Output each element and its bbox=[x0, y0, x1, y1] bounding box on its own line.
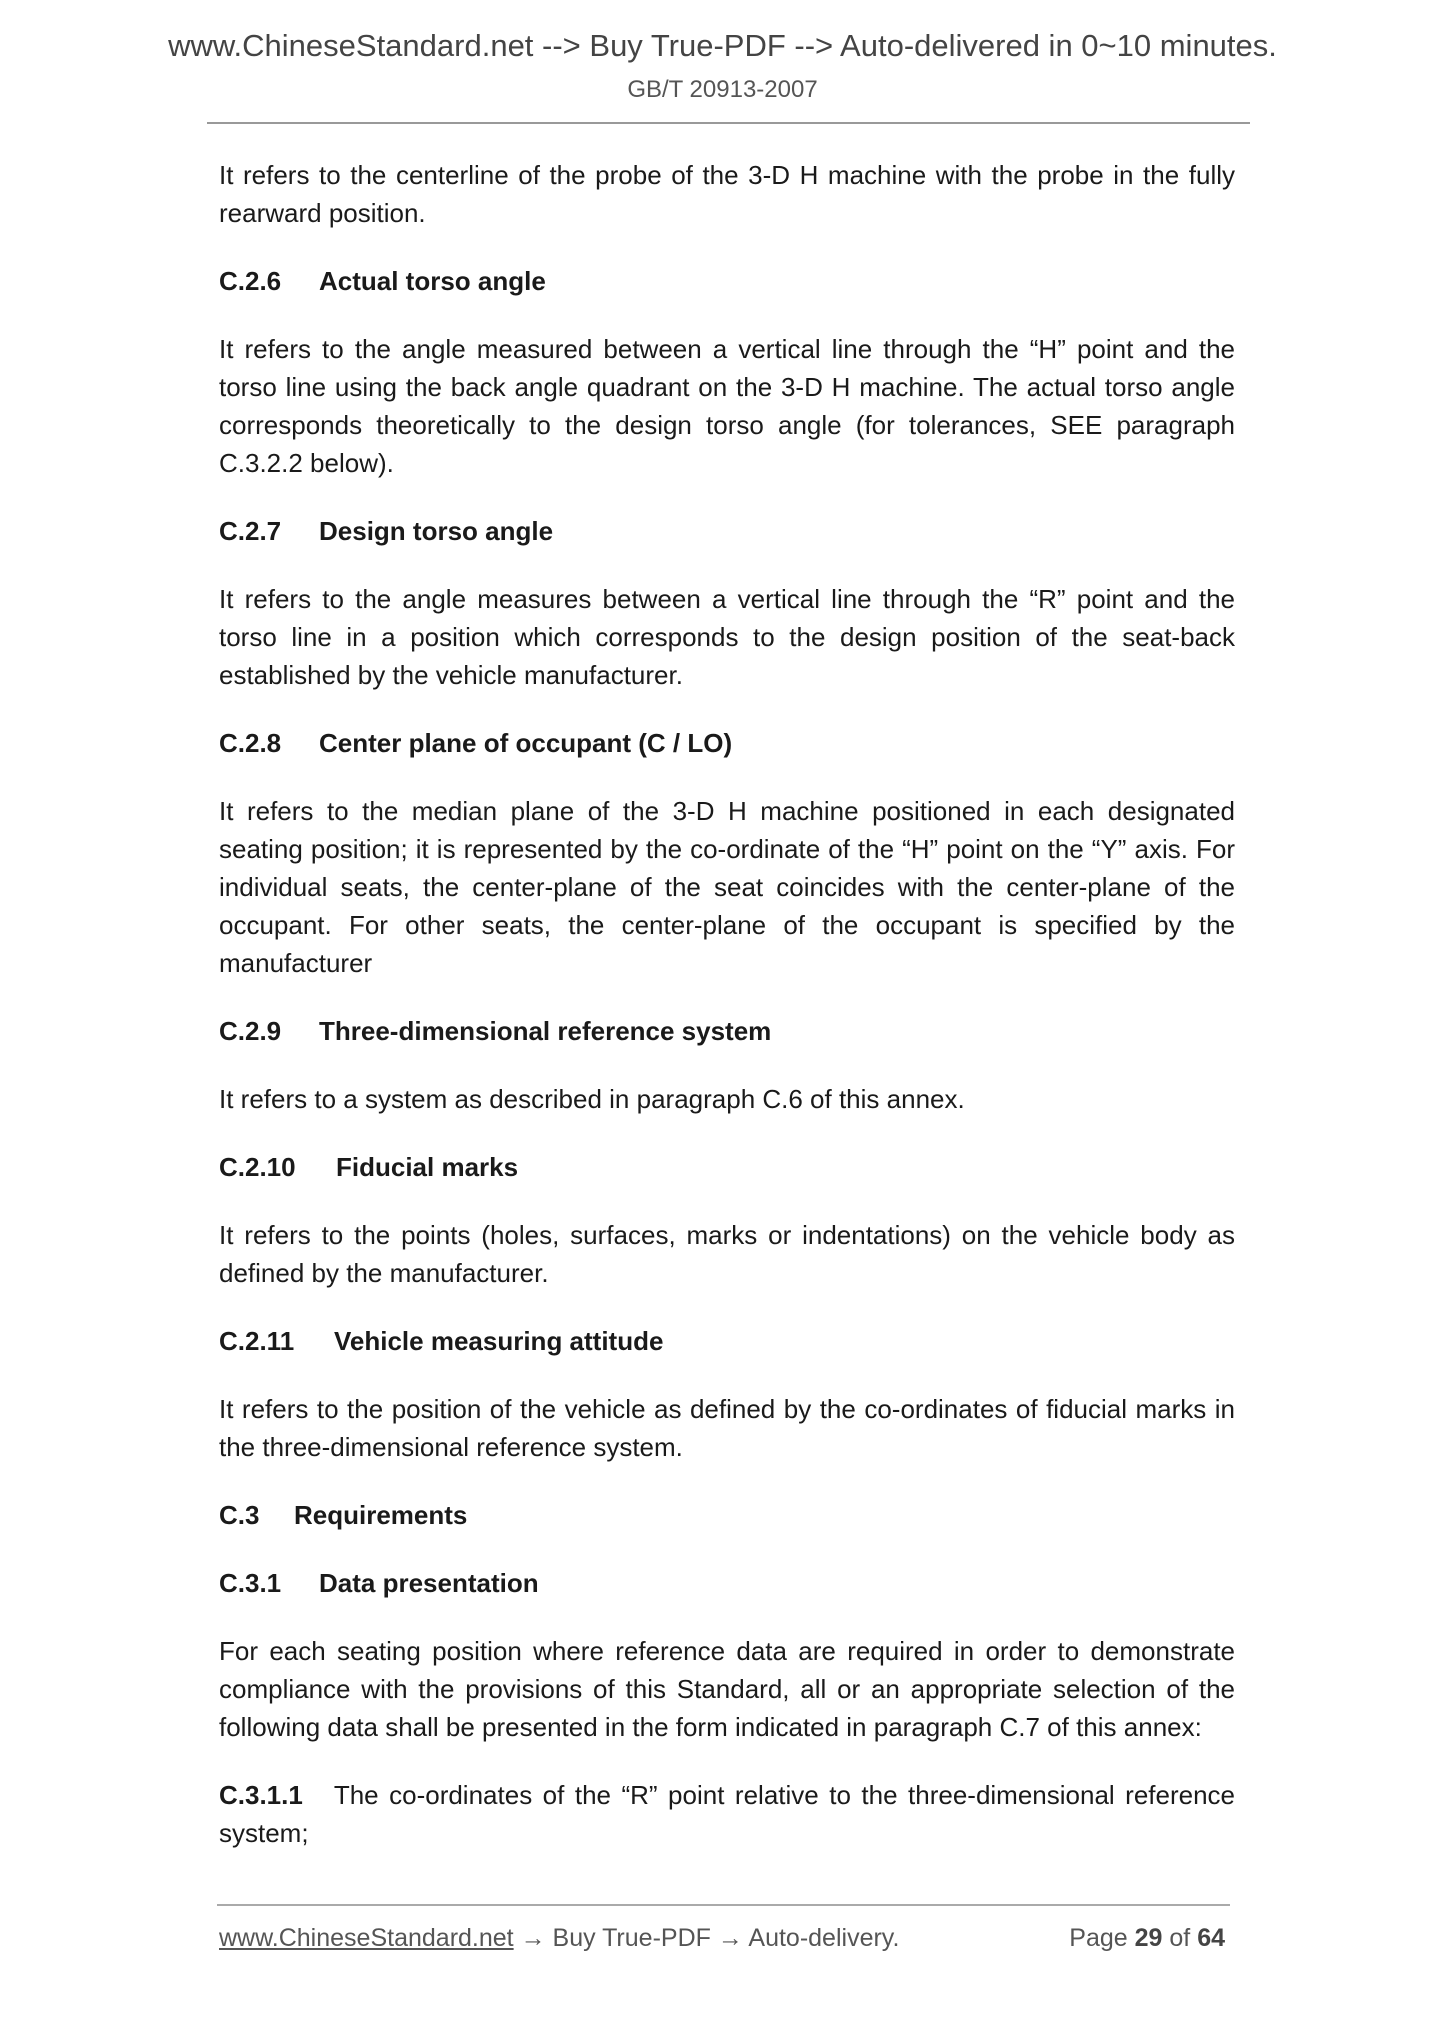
paragraph: It refers to the angle measured between a vertical line through the “H” point and the torso line using the back angle quadrant on the 3-D H machine. The actual torso angle corresponds theoretically to the design torso angle (for tolerances, SEE paragraph C.3.2.2 below). bbox=[219, 334, 1235, 478]
paragraph: It refers to a system as described in paragraph C.6 of this annex. bbox=[219, 1084, 965, 1114]
section-heading: C.2.6 Actual torso angle bbox=[219, 266, 546, 296]
standard-number: GB/T 20913-2007 bbox=[627, 76, 818, 103]
paragraph: It refers to the angle measures between a vertical line through the “R” point and the torso line in a position which corresponds to the design position of the seat-back established by the vehicle manufacturer. bbox=[219, 584, 1235, 690]
paragraph: It refers to the median plane of the 3-D H machine positioned in each designated seating position; it is represented by the co-ordinate of the “H” point on the “Y” axis. For individual seats, the center-plane of the seat coincides with the center-plane of the occupant. For other seats, the center-plane of the occupant is specified by the manufacturer bbox=[219, 796, 1235, 978]
document-body bbox=[219, 156, 1235, 1882]
section-heading: C.2.9 Three-dimensional reference system bbox=[219, 1016, 772, 1046]
section-heading: C.2.7 Design torso angle bbox=[219, 516, 554, 546]
footer-rule bbox=[217, 1904, 1230, 1906]
section-heading: C.3 Requirements bbox=[219, 1500, 468, 1530]
paragraph: For each seating position where reference data are required in order to demonstrate compliance with the provisions of this Standard, all or an appropriate selection of the following data shall be presented in the form indicated in paragraph C.7 of this annex: bbox=[219, 1636, 1235, 1742]
section-heading: C.3.1 Data presentation bbox=[219, 1568, 539, 1598]
clause-number: C.3.1.1 bbox=[219, 1780, 303, 1810]
section-heading: C.2.10 Fiducial marks bbox=[219, 1152, 519, 1182]
header-banner: www.ChineseStandard.net --> Buy True-PDF --> Auto-delivered in 0~10 minutes. bbox=[168, 28, 1277, 63]
page-indicator: Page 29 of 64 bbox=[1069, 1924, 1225, 1952]
paragraph: It refers to the centerline of the probe of the 3-D H machine with the probe in the fully rearward position. bbox=[219, 160, 1235, 228]
section-heading: C.2.8 Center plane of occupant (C / LO) bbox=[219, 728, 733, 758]
footer-link[interactable]: www.ChineseStandard.net bbox=[219, 1924, 514, 1952]
section-heading: C.2.11 Vehicle measuring attitude bbox=[219, 1326, 664, 1356]
numbered-paragraph: C.3.1.1 The co-ordinates of the “R” point relative to the three-dimensional reference system; bbox=[219, 1780, 1236, 1848]
header-rule bbox=[207, 122, 1250, 124]
paragraph: It refers to the points (holes, surfaces, marks or indentations) on the vehicle body as defined by the manufacturer. bbox=[219, 1220, 1235, 1288]
paragraph: It refers to the position of the vehicle as defined by the co-ordinates of fiducial marks in the three-dimensional reference system. bbox=[219, 1394, 1235, 1462]
footer-left: www.ChineseStandard.net → Buy True-PDF → Auto-delivery. bbox=[219, 1924, 900, 1952]
